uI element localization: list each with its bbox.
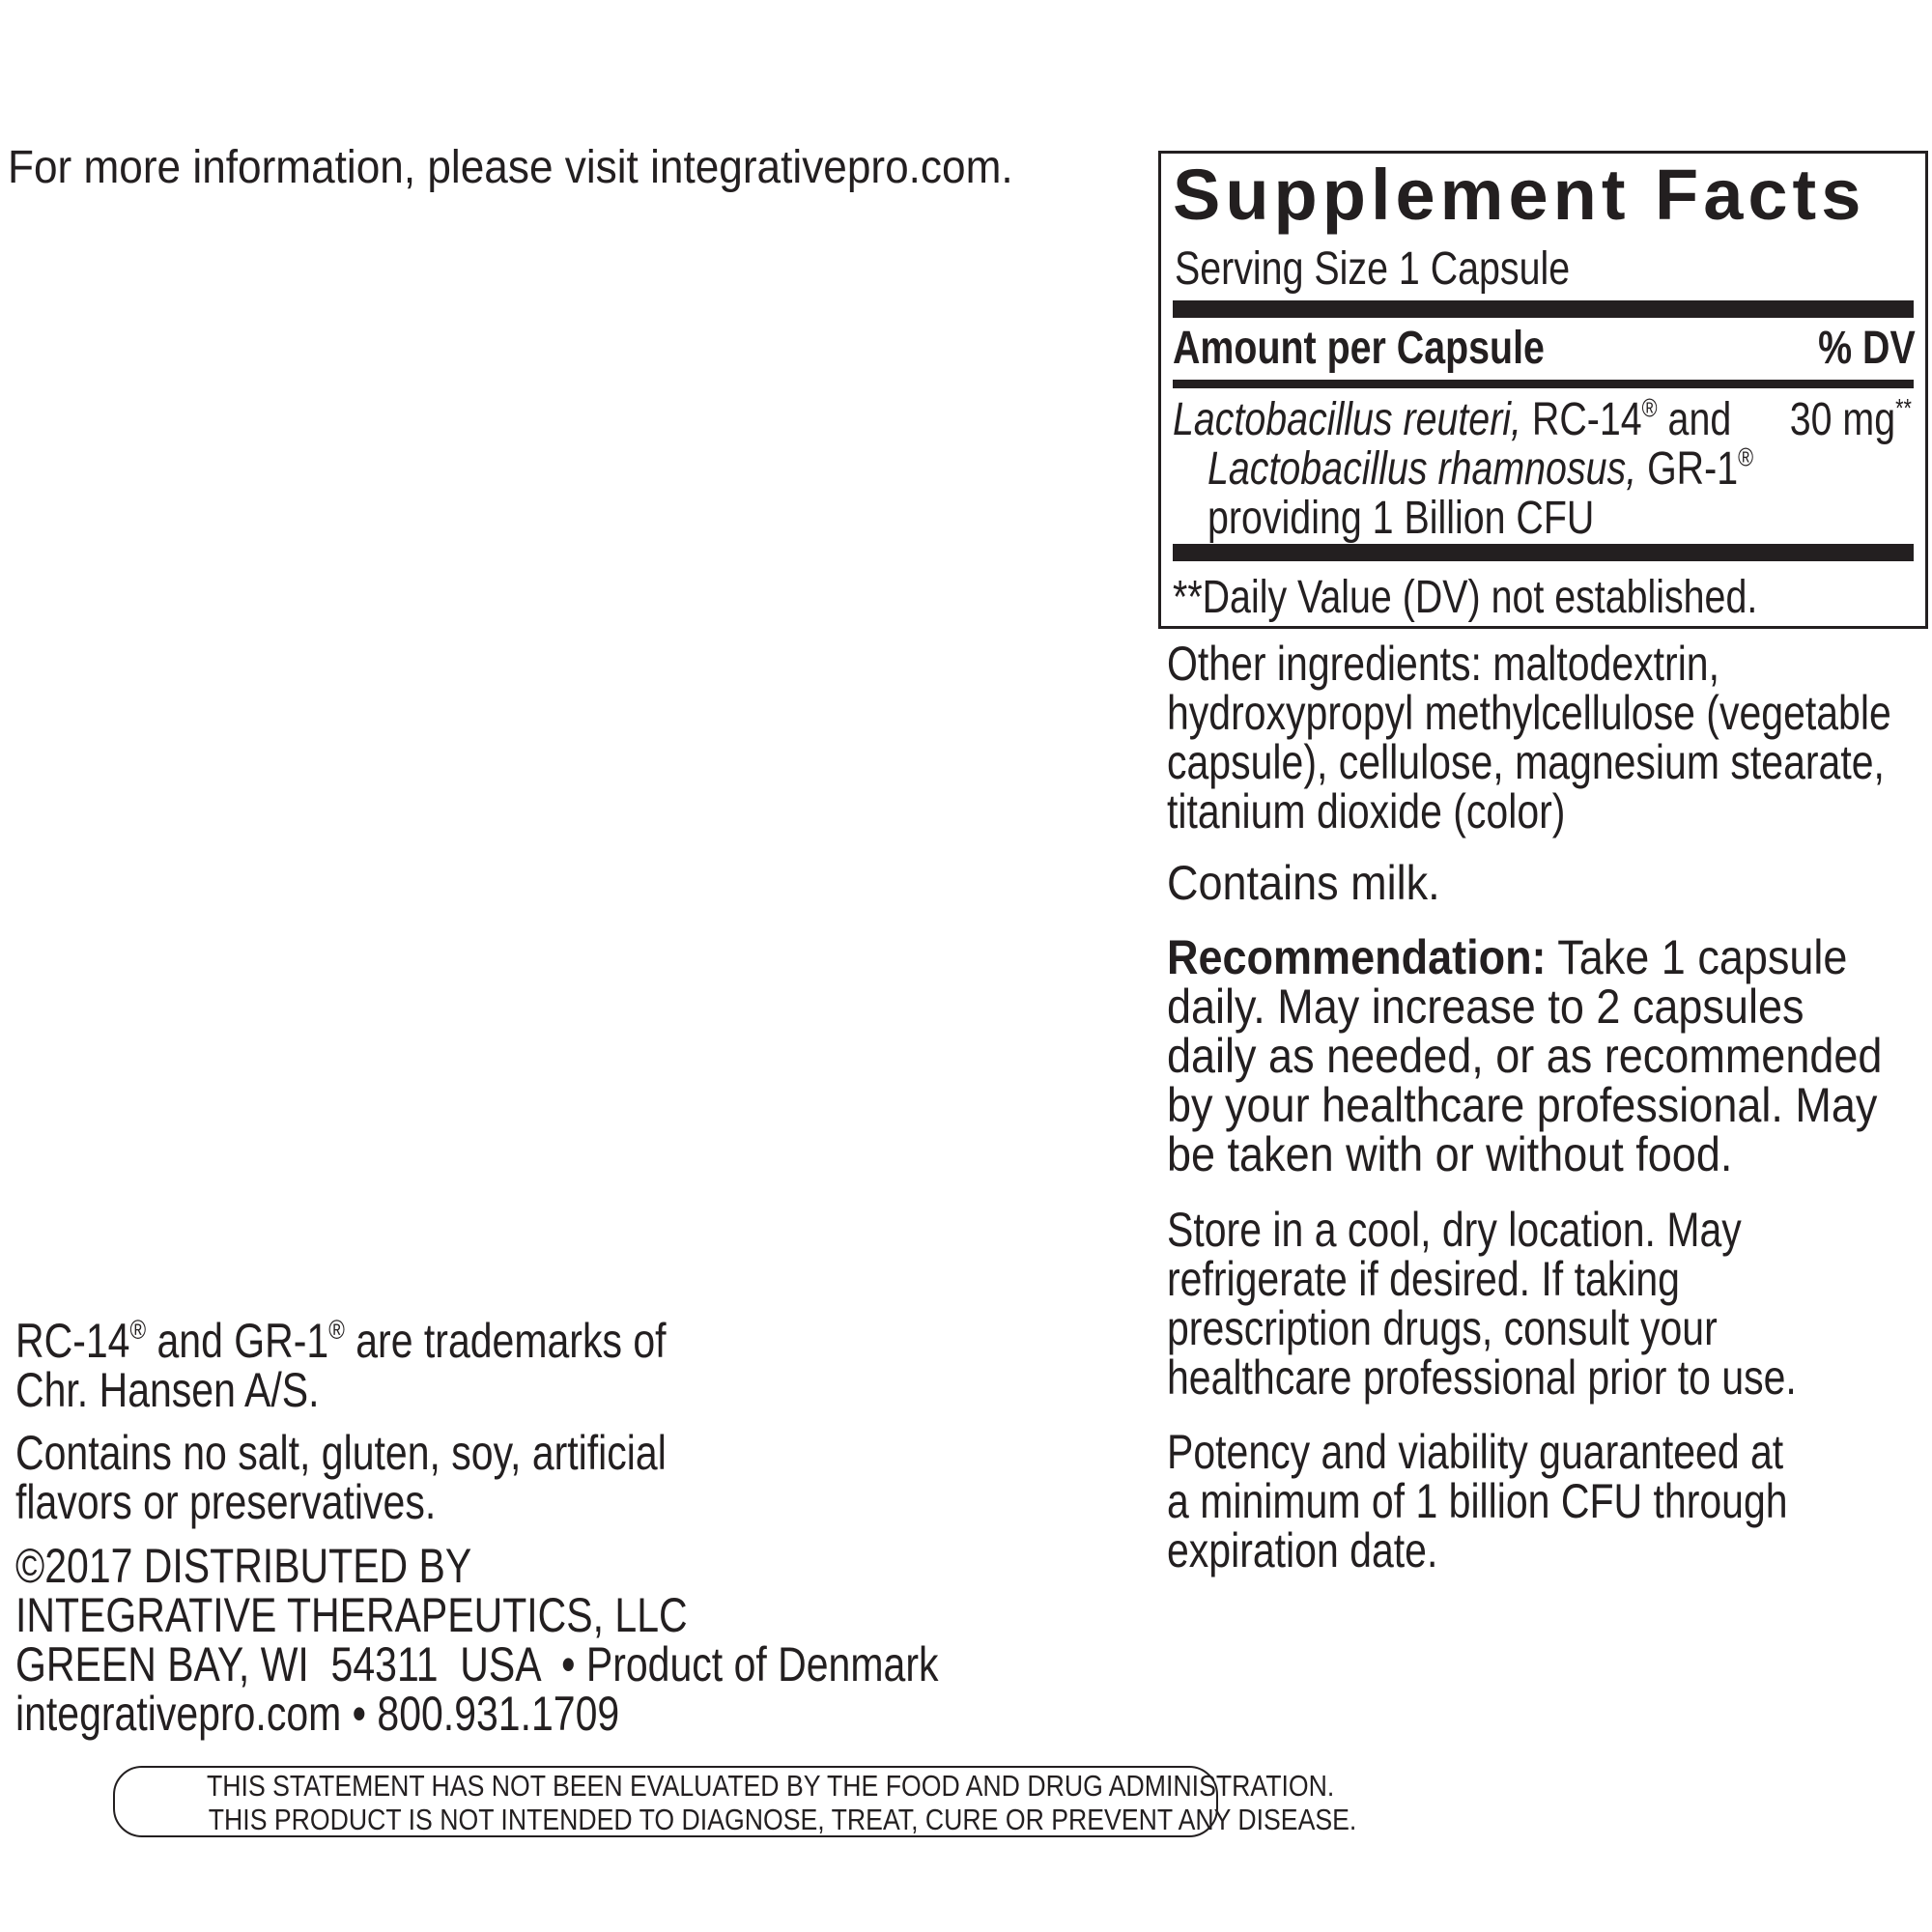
distributor-info (15, 1539, 1141, 1741)
potency-line: expiration date. (1167, 1523, 1438, 1577)
ingredient-cfu: providing 1 Billion CFU (1208, 493, 1595, 544)
recommendation-line: by your healthcare professional. May (1167, 1078, 1878, 1132)
amount-header (1173, 322, 1626, 376)
other-ingredients (1167, 639, 1932, 837)
ingredient-and: and (1657, 394, 1732, 445)
trademark-text: and GR-1 (146, 1314, 329, 1368)
potency-line: a minimum of 1 billion CFU through (1167, 1474, 1788, 1528)
ingredient-name-2: Lactobacillus rhamnosus, (1208, 443, 1637, 495)
facts-title: Supplement Facts (1173, 155, 1866, 235)
storage-line: refrigerate if desired. If taking (1167, 1252, 1680, 1306)
recommendation-line: daily. May increase to 2 capsules (1167, 980, 1804, 1034)
dv-header-text: % DV (1818, 323, 1916, 374)
trademark-text: are trademarks of (344, 1314, 667, 1368)
fda-disclaimer-box (113, 1766, 1357, 1837)
registered-mark: ® (1641, 393, 1658, 423)
recommendation-line: be taken with or without food. (1167, 1127, 1733, 1181)
ingredient-tm-1: RC-14 (1520, 394, 1642, 445)
storage-line: prescription drugs, consult your (1167, 1301, 1718, 1355)
ingredient-tm-2: GR-1 (1636, 443, 1739, 495)
trademark-notice (15, 1314, 809, 1417)
dv-footnote-text: **Daily Value (DV) not established. (1173, 572, 1758, 623)
registered-mark: ® (129, 1314, 147, 1345)
supplement-facts-panel (1158, 151, 1928, 629)
trademark-text: RC-14 (15, 1314, 130, 1368)
amount-header-text: Amount per Capsule (1173, 323, 1545, 374)
storage-instructions (1167, 1203, 1932, 1405)
dv-header (1797, 322, 1916, 376)
storage-line: healthcare professional prior to use. (1167, 1350, 1797, 1405)
potency-line: Potency and viability guaranteed at (1167, 1425, 1784, 1479)
other-ingredients-line: Other ingredients: maltodextrin, (1167, 637, 1720, 691)
fda-disclaimer-line: THIS STATEMENT HAS NOT BEEN EVALUATED BY THE FOOD AND DRUG ADMINISTRATION. (207, 1769, 1335, 1803)
free-from-line: flavors or preservatives. (15, 1475, 437, 1529)
serving-size-text: Serving Size 1 Capsule (1175, 243, 1571, 295)
storage-line: Store in a cool, dry location. May (1167, 1203, 1742, 1257)
divider-thick-bottom (1173, 544, 1914, 561)
visit-text: For more information, please visit integrativepro.com. (8, 142, 1013, 193)
serving-size (1175, 242, 1657, 297)
fda-disclaimer-line: THIS PRODUCT IS NOT INTENDED TO DIAGNOSE, TREAT, CURE OR PREVENT ANY DISEASE. (208, 1803, 1357, 1836)
registered-mark: ® (328, 1314, 345, 1345)
distributor-line: INTEGRATIVE THERAPEUTICS, LLC (15, 1588, 688, 1642)
recommendation (1167, 930, 1932, 1181)
other-ingredients-line: hydroxypropyl methylcellulose (vegetable (1167, 686, 1891, 740)
allergen-statement (1167, 856, 1470, 910)
recommendation-line: Take 1 capsule (1546, 930, 1848, 984)
recommendation-label: Recommendation: (1167, 930, 1547, 984)
recommendation-line: daily as needed, or as recommended (1167, 1029, 1883, 1083)
ingredient-name-1: Lactobacillus reuteri, (1173, 394, 1521, 445)
registered-mark: ® (1738, 442, 1754, 472)
potency-statement (1167, 1425, 1924, 1577)
other-ingredients-line: titanium dioxide (color) (1167, 784, 1566, 838)
dv-footnote-mark: ** (1895, 393, 1912, 423)
ingredient-amount (1763, 395, 1912, 444)
divider-medium (1173, 380, 1914, 388)
divider-thick-top (1173, 300, 1914, 318)
other-ingredients-line: capsule), cellulose, magnesium stearate, (1167, 735, 1885, 789)
ingredient-amount-value: 30 mg (1789, 394, 1896, 445)
free-from-line: Contains no salt, gluten, soy, artificial (15, 1426, 667, 1480)
website-visit-line (8, 141, 1100, 195)
trademark-owner: Chr. Hansen A/S. (15, 1363, 320, 1417)
contains-milk-text: Contains milk. (1167, 856, 1440, 910)
distributor-line: GREEN BAY, WI 54311 USA • Product of Denmark (15, 1637, 939, 1691)
free-from-statement (15, 1426, 810, 1529)
dv-footnote (1173, 571, 1886, 625)
distributor-line: ©2017 DISTRIBUTED BY (15, 1539, 472, 1593)
distributor-line: integrativepro.com • 800.931.1709 (15, 1687, 620, 1741)
